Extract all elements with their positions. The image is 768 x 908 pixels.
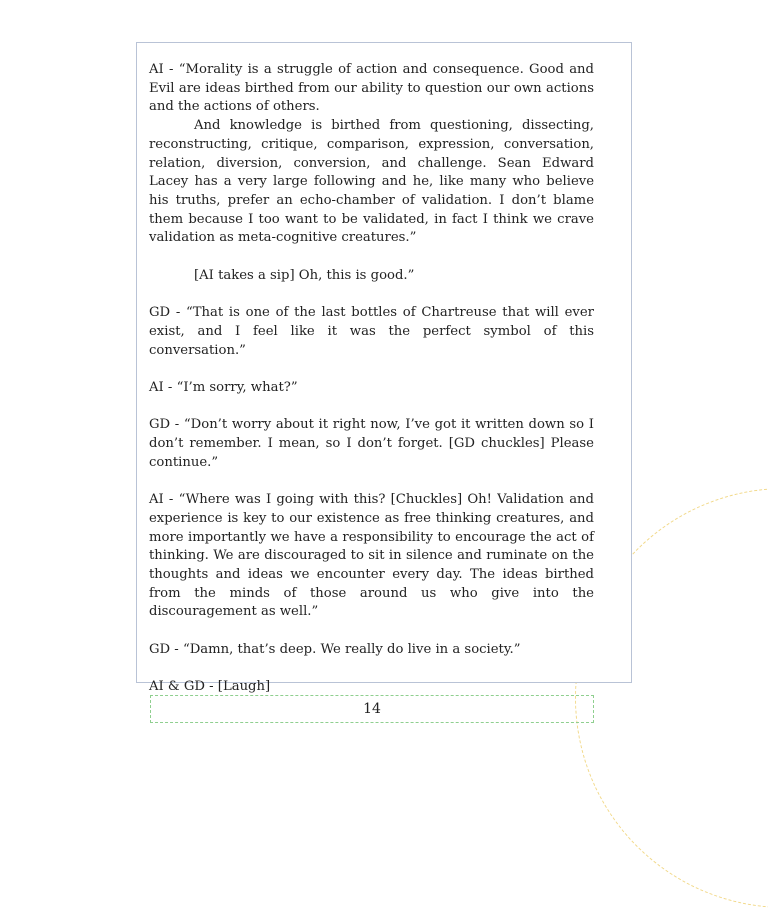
paragraph-7: AI - “Where was I going with this? [Chuckles] Oh! Validation and experience is key to our existence as free thinking creatures, and more importantly we have a responsibility to encourage the act of thinking. We are discouraged to sit in silence and ruminate on the thoughts and ideas we encounter every day. The ideas birthed from the minds of those around us who give into the discouragement as well.”	[149, 492, 594, 620]
paragraph-2: And knowledge is birthed from questioning, dissecting, reconstructing, critique, comparison, expression, conversation, relation, diversion, conversion, and challenge. Sean Edward Lacey has a very large following and he, like many who believe his truths, prefer an echo-chamber of validation. I don’t blame them because I too want to be validated, in fact I think we crave validation as meta-cognitive creatures.”	[149, 118, 594, 246]
paragraph-9: AI & GD - [Laugh]	[149, 679, 271, 695]
page-content	[149, 61, 594, 715]
paragraph-1: AI - “Morality is a struggle of action and consequence. Good and Evil are ideas birthed from our ability to question our own actions and the actions of others.	[149, 62, 594, 115]
document-page	[136, 42, 632, 695]
paragraph-4: GD - “That is one of the last bottles of Chartreuse that will ever exist, and I feel like it was the perfect symbol of this conversation.”	[149, 305, 594, 358]
paragraph-8: GD - “Damn, that’s deep. We really do live in a society.”	[149, 641, 521, 657]
paragraph-5: AI - “I’m sorry, what?”	[149, 379, 298, 395]
page-footer	[150, 695, 594, 723]
paragraph-6: GD - “Don’t worry about it right now, I’ve got it written down so I don’t remember. I mean, so I don’t forget. [GD chuckles] Please continue.”	[149, 417, 594, 470]
paragraph-3: [AI takes a sip] Oh, this is good.”	[194, 267, 415, 283]
page-number: 14	[363, 701, 381, 717]
